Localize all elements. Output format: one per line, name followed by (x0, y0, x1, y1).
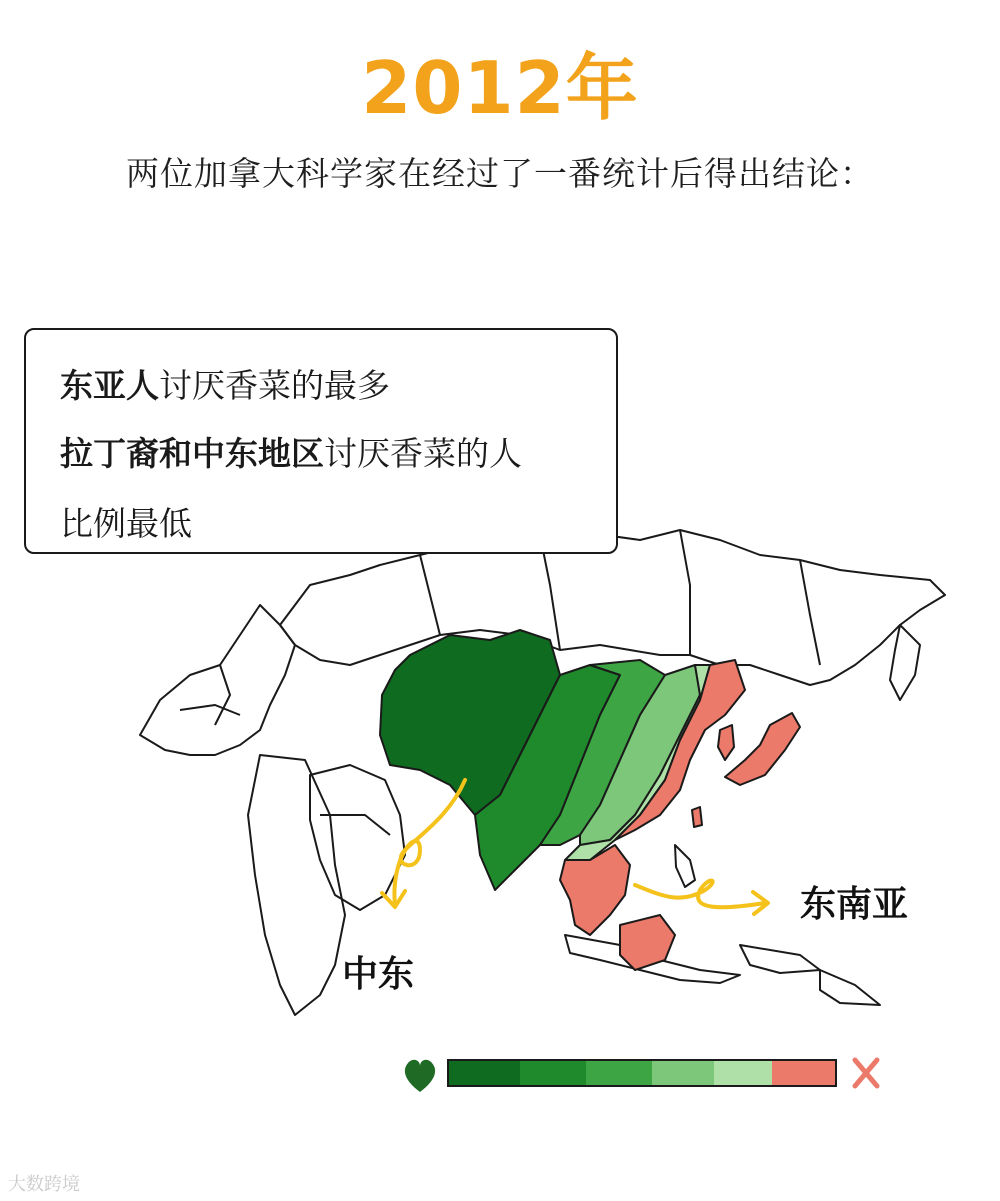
page-title: 2012年 (361, 46, 639, 130)
scale-segment-1 (449, 1061, 520, 1085)
scale-segment-5 (714, 1061, 772, 1085)
callout-line-2-text: 讨厌香菜的人 (324, 434, 522, 473)
label-southeast-asia: 东南亚 (800, 884, 909, 925)
callout-line-3: 比例最低 (60, 504, 192, 543)
scale-segment-6 (772, 1061, 835, 1085)
watermark: 大数跨境 (8, 1174, 80, 1195)
x-icon (855, 1060, 877, 1086)
scale-segment-2 (520, 1061, 586, 1085)
kamchatka-outline (890, 625, 920, 700)
preference-legend (400, 1050, 900, 1098)
callout-line-2-bold: 拉丁裔和中东地区 (60, 434, 324, 473)
callout-line-2 (60, 428, 522, 475)
callout-line-1 (60, 360, 390, 407)
europe-outline (140, 605, 295, 755)
arabia-outline (310, 765, 405, 910)
callout-box (24, 328, 618, 554)
scale-segment-4 (652, 1061, 714, 1085)
scale-segment-3 (586, 1061, 652, 1085)
label-middle-east: 中东 (342, 954, 415, 995)
heart-icon (405, 1060, 435, 1092)
region-dislike-japan (725, 713, 800, 785)
region-dislike-taiwan (692, 807, 702, 827)
middle-east-arrow (394, 780, 465, 905)
preference-regions (380, 630, 800, 970)
asia-map (120, 515, 960, 1025)
subtitle: 两位加拿大科学家在经过了一番统计后得出结论： (126, 154, 874, 193)
southeast-asia-arrow (635, 881, 765, 908)
callout-line-1-bold: 东亚人 (60, 366, 159, 405)
region-dislike-korea (718, 725, 734, 760)
callout-line-1-text: 讨厌香菜的最多 (159, 366, 390, 405)
